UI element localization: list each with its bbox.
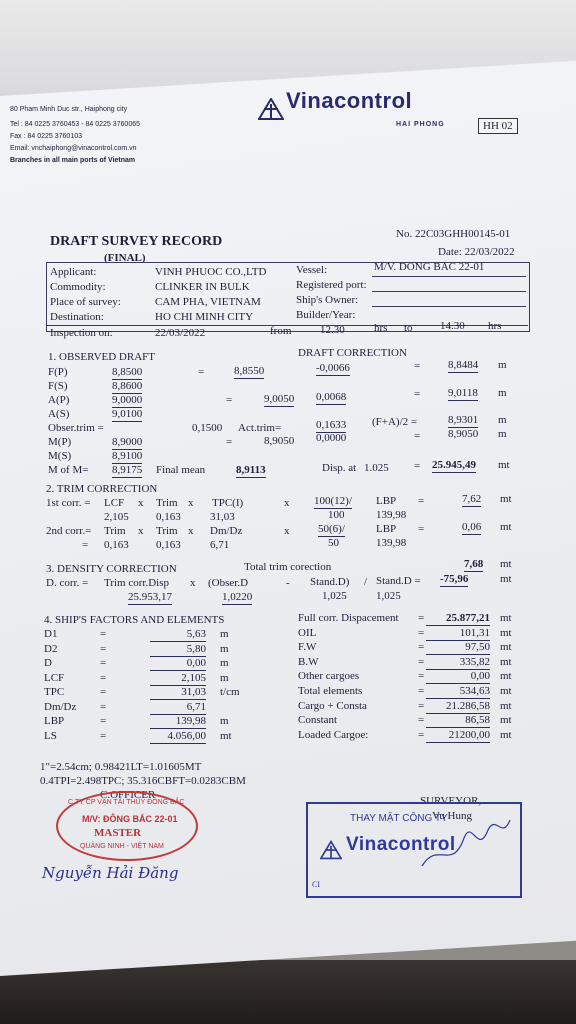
from-time: 12.30 [320, 324, 345, 336]
officer-label: C.OFFICER [100, 789, 156, 801]
factor-value: 31,03 [150, 686, 206, 700]
m-mean: 8,9050 [264, 435, 295, 447]
stand-d-label-2: Stand.D = [376, 575, 421, 587]
lbp-label: LBP [376, 523, 397, 535]
corr-a: 0,0068 [316, 391, 347, 403]
unit-m: m [498, 414, 507, 426]
vinacontrol-logo-icon [258, 98, 284, 120]
equals: = [418, 728, 425, 741]
observed-heading: 1. OBSERVED DRAFT [48, 351, 155, 363]
factor-unit: t/cm [220, 686, 240, 698]
first-corr-result: 7,62 [462, 493, 482, 505]
master-signature: Nguyễn Hải Đăng [42, 864, 179, 882]
result-a: 9,0118 [448, 387, 478, 399]
minus-sign: - [286, 577, 290, 589]
factor-label: TPC [44, 686, 65, 698]
unit-mt: mt [500, 685, 512, 697]
density-value: 1.025 [364, 462, 389, 474]
trim-label: Trim [156, 497, 178, 509]
element-value: 534,63 [426, 685, 490, 699]
tpc-label: TPC(I) [212, 497, 244, 509]
unit-mt: mt [500, 612, 512, 624]
ms-label: M(S) [48, 450, 72, 462]
factor-value: 139,98 [150, 715, 206, 729]
commodity-value: CLINKER IN BULK [155, 281, 250, 293]
stamp-text-bottom: QUẢNG NINH - VIỆT NAM [80, 843, 164, 850]
unit-mt: mt [500, 655, 512, 668]
first-corr-label: 1st corr. = [46, 497, 91, 509]
factor-value: 0,00 [150, 657, 206, 671]
factor-value: 5,63 [150, 628, 206, 642]
page-title: DRAFT SURVEY RECORD [50, 234, 223, 249]
equals: = [418, 699, 425, 712]
total-trim-label: Total trim corection [244, 561, 332, 573]
conversion-line-1: 1"=2.54cm; 0.98421LT=1.01605MT [40, 761, 202, 773]
unit-m: m [498, 428, 507, 440]
unit-mt: mt [498, 459, 510, 471]
trim-label: Trim [104, 525, 126, 537]
multiply: x [284, 497, 290, 509]
lbp-value: 139,98 [376, 509, 407, 521]
element-label: Other cargoes [298, 670, 360, 683]
ship-owner-label: Ship's Owner: [296, 294, 359, 306]
factor-label: D2 [44, 642, 58, 655]
unit-mt: mt [500, 714, 512, 727]
tpc-value: 31,03 [210, 511, 235, 523]
mom-label: M of M= [48, 464, 89, 476]
stamp-blue-logo: Vinacontrol [346, 834, 456, 855]
page-subtitle: (FINAL) [104, 252, 146, 264]
equals: = [418, 523, 425, 535]
element-value: 21200,00 [426, 729, 490, 743]
record-date: Date: 22/03/2022 [438, 246, 515, 258]
factor-unit: mt [220, 729, 232, 742]
final-mean-label: Final mean [156, 464, 206, 476]
mom-value: 8,9175 [112, 464, 143, 476]
trim-value-2a: 0,163 [104, 539, 129, 551]
factor-label: D [44, 657, 52, 669]
lbp-value: 139,98 [376, 537, 407, 549]
result-f: 8,8484 [448, 359, 479, 371]
c2-denominator: 50 [328, 537, 339, 549]
lcf-value: 2,105 [104, 511, 129, 523]
equals: = [100, 628, 107, 640]
fa-label: (F+A)/2 = [372, 416, 418, 428]
multiply: x [284, 525, 290, 537]
second-corr-result: 0,06 [462, 521, 482, 533]
inspection-value: 22/03/2022 [155, 327, 206, 339]
inspection-label: Inspection on: [50, 327, 113, 339]
company-address: 80 Pham Minh Duc str., Haiphong city [10, 106, 128, 113]
result-fa: 8,9301 [448, 414, 479, 426]
multiply: x [138, 497, 144, 509]
place-label: Place of survey: [50, 296, 121, 308]
as-value: 9,0100 [112, 408, 143, 420]
equals: = [100, 686, 107, 698]
fs-value: 8,8600 [112, 380, 143, 392]
stamp-text-top: C.TY CP VẬN TẢI THỦY ĐÔNG BẮC [68, 799, 185, 806]
destination-value: HO CHI MINH CITY [155, 311, 254, 323]
as-label: A(S) [48, 408, 70, 420]
f-mean: 8,8550 [234, 365, 265, 377]
master-label: MASTER [94, 827, 142, 839]
dcorr-label: D. corr. = [46, 577, 89, 589]
dmdz-label: Dm/Dz [210, 525, 243, 537]
unit-mt: mt [500, 521, 512, 533]
company-fax: Fax : 84 0225 3760103 [10, 133, 83, 140]
corr-m: 0,0000 [316, 432, 347, 444]
equals: = [100, 642, 107, 655]
factor-value: 4.056,00 [150, 730, 206, 744]
equals: = [226, 436, 233, 448]
unit-m: m [498, 359, 507, 371]
c1-numerator: 100(12)/ [314, 495, 352, 507]
equals: = [198, 366, 205, 378]
equals: = [100, 657, 107, 669]
factor-unit: m [220, 628, 229, 640]
destination-label: Destination: [50, 311, 104, 323]
element-value: 21.286,58 [426, 700, 490, 714]
surveyor-signature [418, 810, 514, 880]
unit-m: m [498, 387, 507, 399]
form-code: HH 02 [478, 118, 518, 134]
mp-value: 8,9000 [112, 436, 143, 448]
element-label: B.W [298, 655, 319, 668]
factor-label: LS [44, 729, 57, 742]
unit-mt: mt [500, 728, 512, 741]
factor-label: LBP [44, 715, 65, 727]
surveyor-label: SURVEYOR, [420, 795, 482, 807]
total-trim-value: 7,68 [464, 558, 484, 570]
unit-mt: mt [500, 641, 512, 654]
document [0, 88, 576, 976]
equals: = [100, 729, 107, 742]
element-value: 86,58 [426, 714, 490, 728]
equals: = [418, 655, 425, 668]
from-label: from [270, 325, 292, 337]
equals: = [418, 670, 425, 683]
element-value: 97,50 [426, 641, 490, 655]
element-label: Full corr. Dispacement [298, 612, 399, 624]
factor-label: D1 [44, 628, 58, 640]
company-email: Email: vnchaiphong@vinacontrol.com.vn [10, 145, 137, 152]
unit-mt: mt [500, 493, 512, 505]
obser-trim-value: 0,1500 [192, 422, 223, 434]
to-label: to [404, 322, 413, 334]
displacement-value: 25.945,49 [432, 459, 476, 471]
trim-heading: 2. TRIM CORRECTION [46, 483, 158, 495]
equals: = [418, 641, 425, 654]
factor-label: LCF [44, 671, 65, 684]
place-value: CAM PHA, VIETNAM [155, 296, 261, 308]
factors-heading: 4. SHIP'S FACTORS AND ELEMENTS [44, 614, 225, 626]
company-logo-sub: HAI PHONG [396, 121, 445, 128]
factor-unit: m [220, 657, 229, 669]
trim-corr-disp-value: 25.953,17 [128, 591, 172, 603]
a-mean: 9,0050 [264, 393, 295, 405]
element-label: Total elements [298, 685, 363, 697]
density-corr-value: -75,96 [440, 573, 469, 585]
stand-d-value-2: 1,025 [376, 590, 401, 602]
equals: = [100, 671, 107, 684]
applicant-value: VINH PHUOC CO.,LTD [155, 266, 267, 278]
stamp-text-vessel: M/V: ĐÔNG BẮC 22-01 [82, 814, 178, 824]
unit-mt: mt [500, 558, 512, 570]
slash: / [364, 576, 368, 588]
equals: = [418, 495, 425, 507]
result-m: 8,9050 [448, 428, 479, 440]
stand-d-value: 1,025 [322, 590, 347, 602]
obser-d-label: (Obser.D [208, 577, 249, 589]
red-company-stamp [56, 791, 198, 861]
fp-value: 8,8500 [112, 366, 143, 378]
equals: = [100, 715, 107, 727]
ms-value: 8,9100 [112, 450, 143, 462]
fp-label: F(P) [48, 366, 68, 378]
record-number: No. 22C03GHH00145-01 [396, 228, 511, 240]
vessel-value: M/V. DONG BAC 22-01 [374, 261, 485, 273]
factor-unit: m [220, 671, 229, 684]
stamp-blue-ci: CI [312, 880, 320, 889]
corr-f: -0,0066 [316, 362, 350, 374]
trim-value: 0,163 [156, 511, 181, 523]
corr-trim: 0,1633 [316, 419, 347, 431]
underline [372, 276, 526, 277]
factor-unit: m [220, 715, 229, 727]
equals: = [82, 539, 89, 551]
element-label: OIL [298, 626, 317, 639]
surveyor-name: Vu Hung [432, 810, 472, 822]
element-value: 25.877,21 [426, 612, 490, 626]
hrs-label-2: hrs [488, 320, 502, 332]
lbp-label: LBP [376, 495, 397, 507]
factor-unit: m [220, 642, 229, 655]
unit-mt: mt [500, 699, 512, 712]
stand-d-label: Stand.D) [310, 576, 350, 588]
multiply: x [190, 577, 196, 589]
company-tel: Tel : 84 0225 3760453 - 84 0225 3760065 [10, 121, 141, 128]
ap-value: 9,0000 [112, 394, 143, 406]
equals: = [418, 612, 425, 624]
equals: = [414, 360, 421, 372]
equals: = [414, 460, 421, 472]
underline [372, 306, 526, 307]
underline [372, 291, 526, 292]
element-value: 0,00 [426, 670, 490, 684]
equals: = [414, 388, 421, 400]
trim-value-2b: 0,163 [156, 539, 181, 551]
element-label: Constant [298, 714, 338, 727]
equals: = [226, 394, 233, 406]
applicant-label: Applicant: [50, 266, 97, 278]
multiply: x [188, 497, 194, 509]
disp-label: Disp. at [322, 462, 357, 474]
obser-trim-label: Obser.trim = [48, 422, 104, 434]
element-label: Cargo + Consta [298, 699, 367, 712]
factor-label: Dm/Dz [44, 700, 77, 713]
element-label: Loaded Cargoe: [298, 728, 369, 741]
element-value: 101,31 [426, 627, 490, 641]
unit-mt: mt [500, 626, 512, 639]
element-value: 335,82 [426, 656, 490, 670]
builder-year-label: Builder/Year: [296, 309, 356, 321]
fs-label: F(S) [48, 380, 68, 392]
act-trim-label: Act.trim= [238, 422, 282, 434]
stamp-blue-top: THAY MẶT CÔNG TY [350, 813, 448, 824]
dmdz-value: 6,71 [210, 539, 230, 551]
blue-company-stamp [306, 802, 522, 898]
final-mean-value: 8,9113 [236, 464, 266, 476]
mp-label: M(P) [48, 436, 72, 448]
hrs-label-1: hrs [374, 322, 388, 334]
equals: = [418, 626, 425, 639]
trim-label: Trim [156, 525, 178, 537]
conversion-line-2: 0.4TPI=2.498TPC; 35.316CBFT=0.0283CBM [40, 775, 246, 787]
factor-value: 2,105 [150, 672, 206, 686]
unit-mt: mt [500, 670, 512, 683]
c1-denominator: 100 [328, 509, 345, 521]
company-branches: Branches in all main ports of Vietnam [10, 157, 136, 164]
vessel-label: Vessel: [296, 264, 328, 276]
multiply: x [138, 525, 144, 537]
factor-value: 5,80 [150, 643, 206, 657]
factor-value: 6,71 [150, 701, 206, 715]
lcf-label: LCF [104, 497, 125, 509]
equals: = [418, 685, 425, 697]
density-heading: 3. DENSITY CORRECTION [46, 563, 177, 575]
trim-corr-disp-label: Trim corr.Disp [104, 577, 169, 589]
unit-mt: mt [500, 573, 512, 585]
c2-numerator: 50(6)/ [318, 523, 345, 535]
registered-port-label: Registered port: [296, 279, 367, 291]
company-logo: Vinacontrol [286, 88, 413, 113]
second-corr-label: 2nd corr.= [46, 525, 92, 537]
multiply: x [188, 525, 194, 537]
to-time: 14.30 [440, 320, 465, 332]
vinacontrol-stamp-icon [320, 840, 342, 865]
obser-d-value: 1,0220 [222, 591, 253, 603]
equals: = [414, 430, 421, 442]
equals: = [418, 714, 425, 727]
ap-label: A(P) [48, 394, 70, 406]
commodity-label: Commodity: [50, 281, 106, 293]
element-label: F.W [298, 641, 317, 654]
equals: = [100, 700, 107, 713]
correction-heading: DRAFT CORRECTION [298, 347, 407, 359]
